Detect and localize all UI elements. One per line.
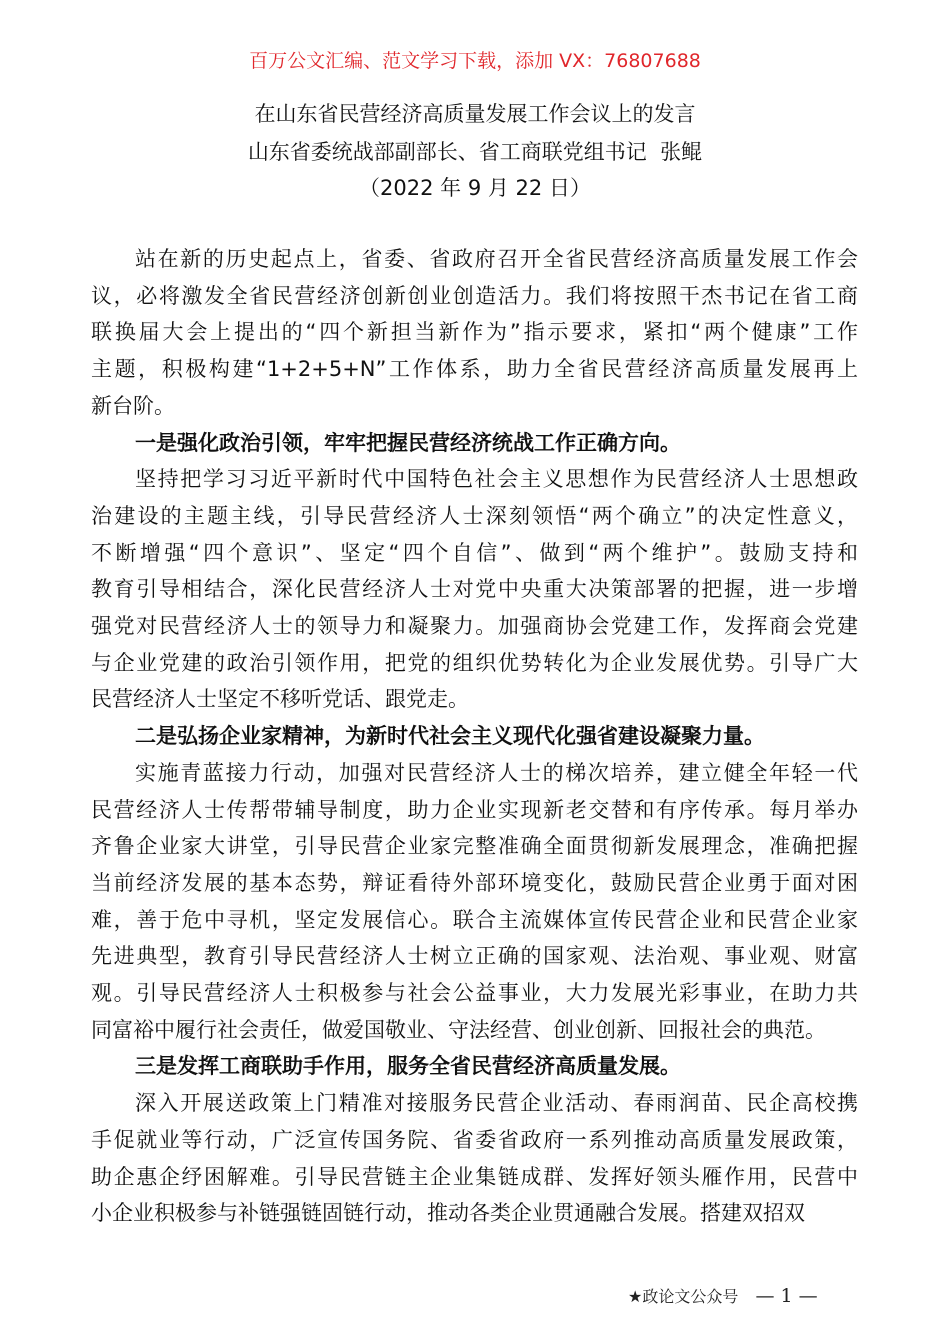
footer-source: ★政论文公众号: [628, 1287, 739, 1306]
paragraph-line: 先进典型，教育引导民营经济人士树立正确的国家观、法治观、事业观、财富: [91, 944, 858, 969]
document-title: 在山东省民营经济高质量发展工作会议上的发言: [254, 102, 696, 126]
paragraph-line: 观。引导民营经济人士积极参与社会公益事业，大力发展光彩事业，在助力共: [91, 981, 858, 1006]
paragraph-line: 坚持把学习习近平新时代中国特色社会主义思想作为民营经济人士思想政: [135, 467, 858, 492]
paragraph-line: 手促就业等行动，广泛宣传国务院、省委省政府一系列推动高质量发展政策，: [91, 1127, 858, 1152]
paragraph-line: 难，善于危中寻机，坚定发展信心。联合主流媒体宣传民营企业和民营企业家: [91, 907, 858, 932]
paragraph-line: 齐鲁企业家大讲堂，引导民营企业家完整准确全面贯彻新发展理念，准确把握: [91, 834, 858, 859]
paragraph-line: 教育引导相结合，深化民营经济人士对党中央重大决策部署的把握，进一步增: [91, 577, 858, 602]
paragraph-line: 助企惠企纾困解难。引导民营链主企业集链成群、发挥好领头雁作用，民营中: [91, 1164, 858, 1189]
paragraph-line: 当前经济发展的基本态势，辩证看待外部环境变化，鼓励民营企业勇于面对困: [91, 870, 858, 895]
paragraph-line: 与企业党建的政治引领作用，把党的组织优势转化为企业发展优势。引导广大: [91, 650, 858, 675]
paragraph-line: 小企业积极参与补链强链固链行动，推动各类企业贯通融合发展。搭建双招双: [91, 1201, 805, 1226]
paragraph-line: 新台阶。: [91, 393, 175, 418]
page-footer: [628, 1284, 818, 1307]
section-heading: 二是弘扬企业家精神，为新时代社会主义现代化强省建设凝聚力量。: [135, 724, 765, 749]
section-heading: 一是强化政治引领，牢牢把握民营经济统战工作正确方向。: [135, 430, 681, 455]
speaker-line: 山东省委统战部副部长、省工商联党组书记 张鲲: [247, 140, 703, 164]
paragraph-line: 主题，积极构建“1+2+5+N”工作体系，助力全省民营经济高质量发展再上: [91, 357, 858, 382]
paragraph-line: 民营经济人士传帮带辅导制度，助力企业实现新老交替和有序传承。每月举办: [91, 797, 858, 822]
paragraph-line: 深入开展送政策上门精准对接服务民营企业活动、春雨润苗、民企高校携: [135, 1091, 858, 1116]
paragraph-line: 站在新的历史起点上，省委、省政府召开全省民营经济高质量发展工作会: [135, 247, 858, 271]
page-number: — 1 —: [755, 1285, 818, 1307]
paragraph-line: 民营经济人士坚定不移听党话、跟党走。: [91, 687, 469, 712]
paragraph-line: 实施青蓝接力行动，加强对民营经济人士的梯次培养，建立健全年轻一代: [135, 760, 858, 785]
paragraph-line: 议，必将激发全省民营经济创新创业创造活力。我们将按照干杰书记在省工商: [91, 283, 858, 308]
date-line: （2022 年 9 月 22 日）: [359, 176, 591, 200]
section-heading: 三是发挥工商联助手作用，服务全省民营经济高质量发展。: [135, 1054, 681, 1079]
paragraph-line: 不断增强“四个意识”、坚定“四个自信”、做到“两个维护”。鼓励支持和: [91, 540, 858, 565]
document-body: [91, 241, 858, 1232]
paragraph-line: 强党对民营经济人士的领导力和凝聚力。加强商协会党建工作，发挥商会党建: [91, 614, 858, 639]
paragraph-line: 治建设的主题主线，引导民营经济人士深刻领悟“两个确立”的决定性意义，: [91, 503, 858, 528]
watermark-banner: 百万公文汇编、范文学习下载，添加 VX：76807688: [249, 50, 701, 72]
paragraph-line: 联换届大会上提出的“四个新担当新作为”指示要求，紧扣“两个健康”工作: [91, 320, 858, 345]
paragraph-line: 同富裕中履行社会责任，做爱国敬业、守法经营、创业创新、回报社会的典范。: [91, 1017, 826, 1042]
